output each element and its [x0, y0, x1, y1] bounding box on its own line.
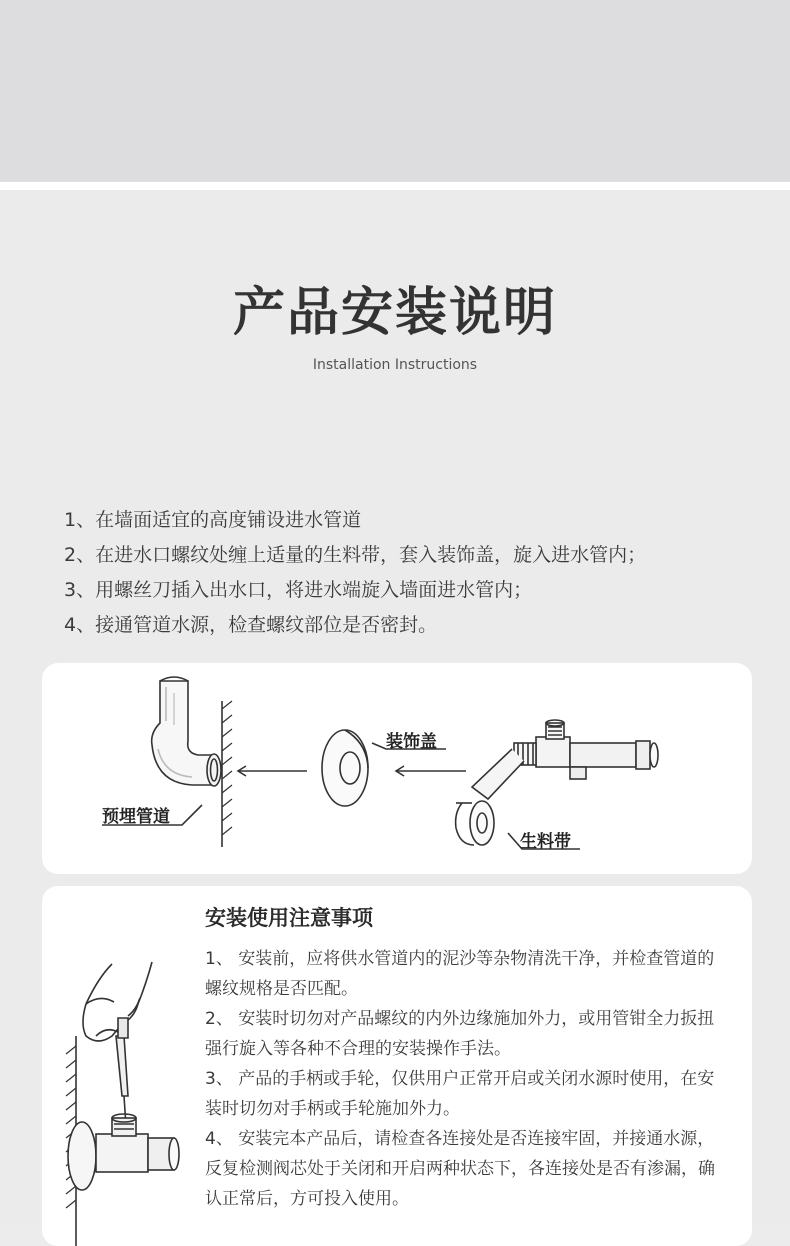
hand-screwdriver-illustration [42, 886, 202, 1246]
step-item: 1、在墙面适宜的高度铺设进水管道 [64, 509, 362, 531]
pipe-label: 预埋管道 [102, 807, 170, 827]
note-item: 3、 产品的手柄或手轮，仅供用户正常开启或关闭水源时使用，在安装时切勿对手柄或手轮施加外力。 [205, 1069, 715, 1119]
decorative-cover [322, 730, 368, 806]
installation-steps [64, 503, 774, 643]
angle-valve [472, 720, 658, 799]
step-item: 2、在进水口螺纹处缠上适量的生料带，套入装饰盖，旋入进水管内； [64, 544, 647, 566]
ptfe-tape-roll [456, 801, 494, 845]
step-item: 3、用螺丝刀插入出水口，将进水端旋入墙面进水管内； [64, 579, 533, 601]
precautions-card [42, 886, 752, 1246]
divider [0, 182, 790, 190]
notes-title: 安装使用注意事项 [205, 906, 373, 930]
page-title: 产品安装说明 [232, 283, 557, 343]
installation-diagram [42, 663, 752, 874]
cover-label: 装饰盖 [386, 732, 437, 752]
note-item: 1、 安装前，应将供水管道内的泥沙等杂物清洗干净，并检查管道的螺纹规格是否匹配。 [205, 949, 715, 999]
note-item: 4、 安装完本产品后，请检查各连接处是否连接牢固，并接通水源，反复检测阀芯处于关闭和开启两种状态下，各连接处是否有渗漏，确认正常后，方可投入使用。 [205, 1129, 715, 1209]
notes-list [205, 944, 725, 1214]
pipe-elbow [152, 681, 214, 785]
tape-label: 生料带 [520, 832, 571, 852]
note-item: 2、 安装时切勿对产品螺纹的内外边缘施加外力，或用管钳全力扳扭强行旋入等各种不合理的安装操作手法。 [205, 1009, 715, 1059]
installation-diagram-card [42, 663, 752, 874]
page-subtitle: Installation Instructions [312, 357, 478, 373]
step-item: 4、接通管道水源，检查螺纹部位是否密封。 [64, 614, 438, 636]
product-photo-area [0, 0, 790, 182]
